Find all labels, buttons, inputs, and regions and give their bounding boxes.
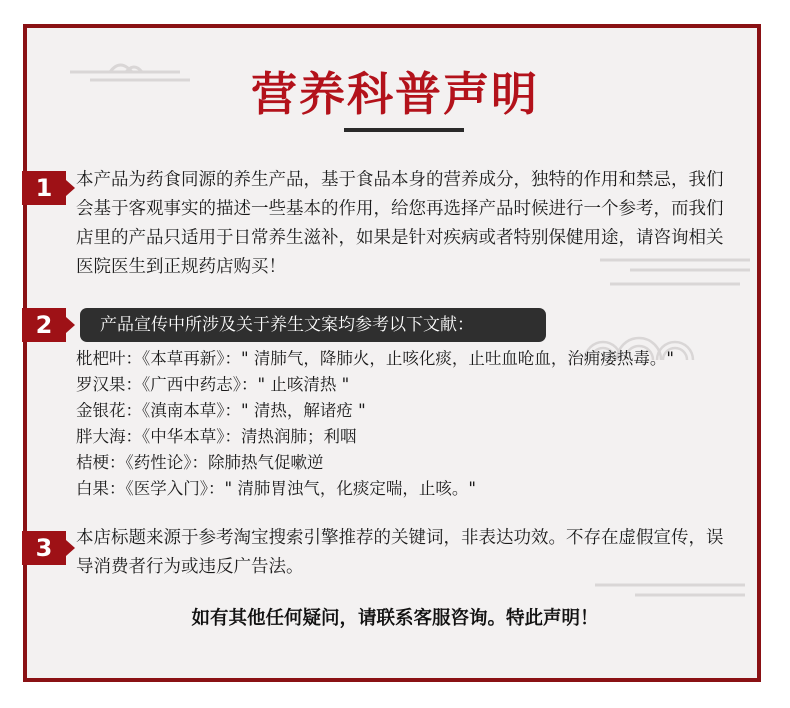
section-1-text: 本产品为药食同源的养生产品，基于食品本身的营养成分，独特的作用和禁忌，我们会基于客观事实的描述一些基本的作用，给您再选择产品时候进行一个参考，而我们店里的产品只适用于日常养生滋补，如果是针对疾病或者特别保健用途，请咨询相关医院医生到正规药店购买！: [76, 170, 724, 277]
section-3-text: 本店标题来源于参考淘宝搜索引擎推荐的关键词，非表达功效。不存在虚假宣传，误导消费者行为或违反广告法。: [76, 528, 724, 577]
reference-item: 胖大海：《中华本草》：清热润肺；利咽: [76, 427, 357, 446]
title-underline: [344, 128, 464, 132]
reference-item: 白果：《医学入门》：" 清肺胃浊气，化痰定喘，止咳。": [76, 479, 476, 498]
reference-item: 金银花：《滇南本草》：" 清热，解诸疮 ": [76, 401, 366, 420]
section-2-heading: 产品宣传中所涉及关于养生文案均参考以下文献：: [80, 308, 546, 342]
section-number-1: 1: [22, 171, 66, 205]
page-title: 营养科普声明: [251, 67, 539, 121]
section-number-3: 3: [22, 531, 66, 565]
reference-item: 枇杷叶：《本草再新》：" 清肺气，降肺火，止咳化痰，止吐血呛血，治痈痿热毒。": [76, 349, 674, 368]
section-number-2: 2: [22, 308, 66, 342]
reference-item: 桔梗：《药性论》：除肺热气促嗽逆: [76, 453, 324, 472]
reference-item: 罗汉果：《广西中药志》：" 止咳清热 ": [76, 375, 350, 394]
footer-statement: 如有其他任何疑问，请联系客服咨询。特此声明！: [191, 608, 599, 629]
reference-list: [76, 346, 674, 502]
